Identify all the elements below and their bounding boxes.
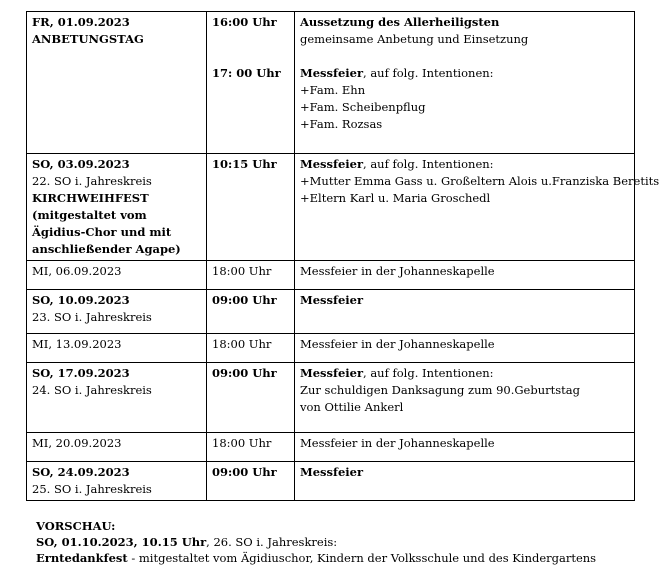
date: SO, 24.09.2023 [32, 465, 130, 479]
event-suffix: , auf folg. Intentionen: [363, 157, 494, 171]
event-suffix: , auf folg. Intentionen: [363, 66, 494, 80]
occasion: ANBETUNGSTAG [32, 32, 144, 46]
date: SO, 17.09.2023 [32, 366, 130, 380]
time-cell [207, 154, 295, 261]
time-cell [207, 462, 295, 501]
event-title: Messfeier [300, 66, 364, 80]
time: 18:00 Uhr [212, 337, 272, 351]
table-row [27, 261, 635, 290]
event-cell [295, 154, 660, 261]
time: 10:15 Uhr [212, 157, 277, 171]
time-cell [207, 12, 295, 154]
event-cell [295, 12, 635, 154]
date-cell [27, 12, 207, 154]
date-cell [27, 261, 207, 290]
week: 22. SO i. Jahreskreis [32, 174, 152, 188]
event-title: Messfeier [300, 465, 364, 479]
time-cell [207, 290, 295, 334]
event-cell [295, 462, 635, 501]
event-suffix: , auf folg. Intentionen: [363, 366, 494, 380]
time: 09:00 Uhr [212, 465, 277, 479]
time: 09:00 Uhr [212, 366, 277, 380]
time: 16:00 Uhr [212, 15, 277, 29]
preview-section [36, 518, 656, 566]
intention: von Ottilie Ankerl [300, 400, 404, 414]
occasion: KIRCHWEIHFEST (mitgestaltet vom Ägidius-Chor und mit anschließender Agape) [32, 191, 181, 256]
time: 09:00 Uhr [212, 293, 277, 307]
table-row [27, 290, 635, 334]
preview-date-time: SO, 01.10.2023, 10.15 Uhr [36, 535, 207, 549]
preview-date-suffix: , 26. SO i. Jahreskreis: [206, 535, 338, 549]
time: 17: 00 Uhr [212, 66, 281, 80]
date: FR, 01.09.2023 [32, 15, 130, 29]
intention: Zur schuldigen Danksagung zum 90.Geburtstag [300, 383, 580, 397]
date-cell [27, 290, 207, 334]
intention: +Fam. Rozsas [300, 117, 383, 131]
date: MI, 06.09.2023 [32, 264, 122, 278]
event-cell [295, 261, 635, 290]
week: 23. SO i. Jahreskreis [32, 310, 152, 324]
time-cell [207, 433, 295, 462]
table-row [27, 154, 635, 261]
date: SO, 03.09.2023 [32, 157, 130, 171]
event: Messfeier in der Johanneskapelle [300, 436, 495, 450]
intention: +Fam. Scheibenpflug [300, 100, 426, 114]
event-line: gemeinsame Anbetung und Einsetzung [300, 32, 529, 46]
event-title: Aussetzung des Allerheiligsten [300, 15, 500, 29]
table-row [27, 462, 635, 501]
date: MI, 20.09.2023 [32, 436, 122, 450]
time-cell [207, 261, 295, 290]
preview-fest-suffix: - mitgestaltet vom Ägidiuschor, Kindern der Volksschule und des Kindergartens [127, 551, 597, 565]
preview-heading: VORSCHAU: [36, 519, 116, 533]
date-cell [27, 363, 207, 433]
date-cell [27, 433, 207, 462]
event-cell [295, 334, 635, 363]
time: 18:00 Uhr [212, 436, 272, 450]
date: MI, 13.09.2023 [32, 337, 122, 351]
event-cell [295, 363, 635, 433]
intention: +Mutter Emma Gass u. Großeltern Alois u.Franziska Beretits [300, 174, 660, 188]
intention: +Fam. Ehn [300, 83, 366, 97]
date-cell [27, 334, 207, 363]
preview-fest-title: Erntedankfest [36, 551, 128, 565]
table-row [27, 363, 635, 433]
schedule-table [26, 11, 660, 501]
event-cell [295, 433, 635, 462]
event-cell [295, 290, 635, 334]
time: 18:00 Uhr [212, 264, 272, 278]
week: 25. SO i. Jahreskreis [32, 482, 152, 496]
table-row [27, 433, 635, 462]
event-title: Messfeier [300, 157, 364, 171]
time-cell [207, 334, 295, 363]
date-cell [27, 154, 207, 261]
event: Messfeier in der Johanneskapelle [300, 337, 495, 351]
date: SO, 10.09.2023 [32, 293, 130, 307]
event: Messfeier in der Johanneskapelle [300, 264, 495, 278]
event-title: Messfeier [300, 366, 364, 380]
table-row [27, 334, 635, 363]
time-cell [207, 363, 295, 433]
intention: +Eltern Karl u. Maria Groschedl [300, 191, 491, 205]
event-title: Messfeier [300, 293, 364, 307]
table-row [27, 12, 635, 154]
week: 24. SO i. Jahreskreis [32, 383, 152, 397]
date-cell [27, 462, 207, 501]
